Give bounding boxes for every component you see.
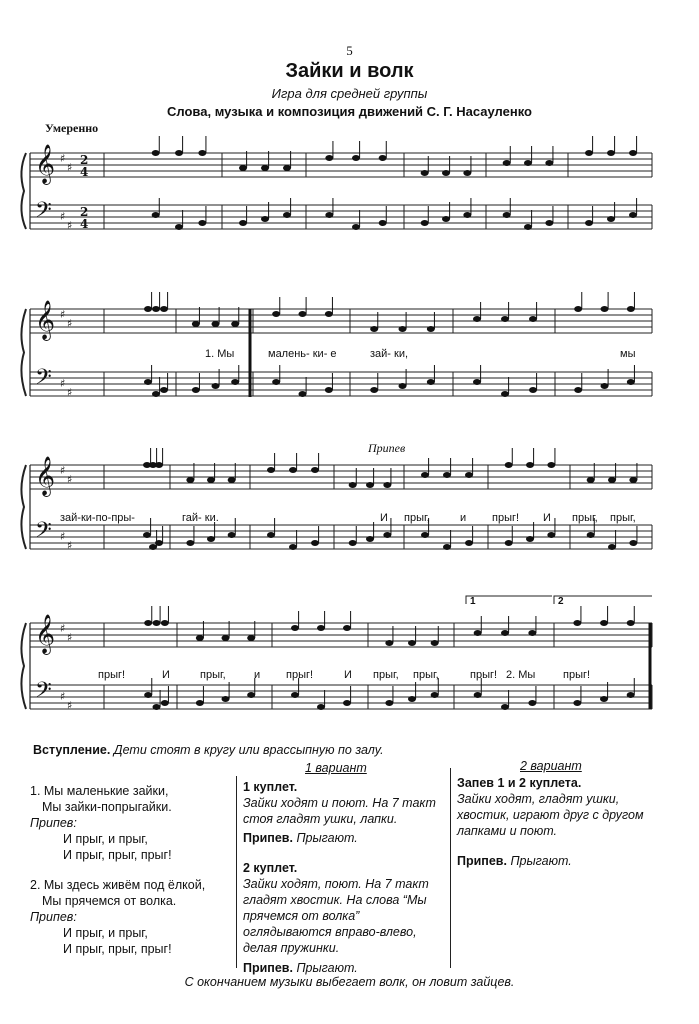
footer-note: С окончанием музыки выбегает волк, он ловит зайцев.: [184, 975, 515, 989]
note-head: [272, 311, 280, 317]
note-head: [153, 620, 161, 626]
note-head: [501, 316, 509, 322]
note-head: [267, 532, 275, 538]
note-head: [629, 150, 637, 156]
note-head: [212, 321, 220, 327]
note-head: [343, 700, 351, 706]
lyric: малень- ки- е: [268, 348, 337, 360]
sharp-sign: ♯: [60, 530, 66, 543]
intro-label: Вступление.: [33, 743, 111, 757]
lyric: прыг,: [572, 512, 598, 524]
note-head: [160, 306, 168, 312]
bass-clef: 𝄢: [35, 518, 52, 548]
note-head: [627, 379, 635, 385]
brace: [21, 309, 26, 396]
note-head: [443, 544, 451, 550]
lyric: и: [254, 669, 261, 681]
lyric: прыг,: [373, 669, 399, 681]
note-head: [379, 220, 387, 226]
lyric: прыг,: [413, 669, 439, 681]
note-head: [311, 467, 319, 473]
note-head: [267, 467, 275, 473]
note-head: [528, 630, 536, 636]
bass-clef: 𝄢: [35, 198, 52, 228]
note-head: [370, 387, 378, 393]
volta-2: 2: [558, 596, 564, 607]
note-head: [231, 321, 239, 327]
couplet2-text: Зайки ходят, поют. На 7 такт гладят хвостик. На слова “Мы прячемся от волка” оглядываются вправо-влево, делая пружинки.: [243, 877, 429, 955]
volta-1: 1: [470, 596, 476, 607]
note-head: [529, 387, 537, 393]
note-head: [207, 477, 215, 483]
note-head: [474, 692, 482, 698]
note-head: [383, 482, 391, 488]
note-head: [317, 704, 325, 710]
credits: Слова, музыка и композиция движений С. Г. Насауленко: [167, 104, 532, 119]
note-head: [473, 379, 481, 385]
column-divider: [450, 768, 451, 968]
chorus1-text: Прыгают.: [296, 831, 358, 845]
note-head: [325, 311, 333, 317]
note-head: [153, 704, 161, 710]
note-head: [383, 532, 391, 538]
note-head: [325, 387, 333, 393]
chorus1-label: Припев.: [243, 831, 293, 845]
sharp-sign: ♯: [67, 539, 73, 552]
note-head: [239, 220, 247, 226]
note-head: [574, 387, 582, 393]
note-head: [585, 150, 593, 156]
note-head: [289, 467, 297, 473]
note-head: [152, 391, 160, 397]
note-head: [155, 540, 163, 546]
note-head: [431, 640, 439, 646]
treble-clef: 𝄞: [35, 144, 56, 184]
sharp-sign: ♯: [67, 631, 73, 644]
note-head: [501, 630, 509, 636]
note-head: [291, 692, 299, 698]
note-head: [228, 532, 236, 538]
note-head: [431, 692, 439, 698]
bass-clef: 𝄢: [35, 365, 52, 395]
note-head: [629, 212, 637, 218]
note-head: [545, 220, 553, 226]
note-head: [587, 532, 595, 538]
note-head: [192, 321, 200, 327]
note-head: [474, 630, 482, 636]
note-head: [152, 150, 160, 156]
note-head: [212, 383, 220, 389]
note-head: [574, 306, 582, 312]
note-head: [352, 155, 360, 161]
chorus-line: И прыг, прыг, прыг!: [63, 942, 172, 956]
verse1-line: 1. Мы маленькие зайки,: [30, 784, 169, 798]
note-head: [247, 692, 255, 698]
note-head: [325, 155, 333, 161]
chorus-line: И прыг, и прыг,: [63, 926, 148, 940]
lyric: зай-ки-по-пры-: [60, 512, 135, 524]
note-head: [261, 216, 269, 222]
note-head: [607, 216, 615, 222]
sharp-sign: ♯: [60, 152, 66, 165]
chorus-label: Припев:: [30, 816, 77, 830]
sharp-sign: ♯: [67, 699, 73, 712]
note-head: [222, 696, 230, 702]
lyrics-text: [30, 783, 235, 957]
couplet2-label: 2 куплет.: [243, 861, 298, 875]
note-head: [408, 696, 416, 702]
column-divider: [236, 776, 237, 968]
lyric: мы: [620, 348, 636, 360]
treble-clef: 𝄞: [35, 456, 56, 496]
lyric: зай- ки,: [370, 348, 409, 360]
note-head: [175, 224, 183, 230]
note-head: [608, 477, 616, 483]
intro-text: Дети стоят в кругу или врассыпную по залу.: [113, 743, 384, 757]
lyric: прыг!: [470, 669, 498, 681]
note-head: [317, 625, 325, 631]
note-head: [501, 391, 509, 397]
note-head: [524, 160, 532, 166]
note-head: [299, 311, 307, 317]
brace: [21, 623, 26, 709]
note-head: [505, 540, 513, 546]
sharp-sign: ♯: [67, 219, 73, 232]
note-head: [231, 379, 239, 385]
note-head: [629, 477, 637, 483]
sharp-sign: ♯: [60, 210, 66, 223]
intro-line: [33, 742, 384, 758]
note-head: [585, 220, 593, 226]
note-head: [528, 700, 536, 706]
chorus-text: Прыгают.: [510, 854, 572, 868]
bass-clef: 𝄢: [35, 678, 52, 708]
note-head: [144, 379, 152, 385]
note-head: [192, 387, 200, 393]
note-head: [207, 536, 215, 542]
sharp-sign: ♯: [60, 464, 66, 477]
sharp-sign: ♯: [60, 377, 66, 390]
note-head: [196, 635, 204, 641]
note-head: [463, 170, 471, 176]
note-head: [465, 472, 473, 478]
chorus2-text: Прыгают.: [296, 961, 358, 975]
note-head: [421, 220, 429, 226]
note-head: [629, 540, 637, 546]
subtitle: Игра для средней группы: [271, 86, 428, 101]
page-title: Зайки и волк: [285, 60, 414, 82]
lyric: прыг,: [200, 669, 226, 681]
note-head: [573, 620, 581, 626]
note-head: [627, 620, 635, 626]
note-head: [144, 692, 152, 698]
chorus-line: И прыг, прыг, прыг!: [63, 848, 172, 862]
lyric: прыг!: [286, 669, 314, 681]
sharp-sign: ♯: [60, 308, 66, 321]
variant2-block: [457, 775, 672, 869]
note-head: [143, 532, 151, 538]
note-head: [283, 165, 291, 171]
time-signature: 4: [80, 165, 89, 179]
lyric: 2. Мы: [506, 669, 536, 681]
variant2-heading: 2 вариант: [520, 759, 582, 773]
note-head: [152, 212, 160, 218]
verse1-line: Мы зайки-попрыгайки.: [42, 800, 172, 814]
volta-bracket: [466, 596, 552, 604]
note-head: [607, 150, 615, 156]
note-head: [573, 700, 581, 706]
chorus-label: Припев.: [457, 854, 507, 868]
note-head: [311, 540, 319, 546]
note-head: [175, 150, 183, 156]
lyric: прыг!: [98, 669, 126, 681]
note-head: [161, 620, 169, 626]
note-head: [261, 165, 269, 171]
note-head: [144, 620, 152, 626]
note-head: [503, 160, 511, 166]
note-head: [222, 635, 230, 641]
note-head: [155, 462, 163, 468]
lyric: И: [344, 669, 352, 681]
note-head: [547, 532, 555, 538]
note-head: [421, 472, 429, 478]
note-head: [545, 160, 553, 166]
note-head: [465, 540, 473, 546]
note-head: [272, 379, 280, 385]
note-head: [198, 220, 206, 226]
note-head: [349, 482, 357, 488]
note-head: [366, 482, 374, 488]
treble-clef: 𝄞: [35, 614, 56, 654]
note-head: [283, 212, 291, 218]
lyric: и: [460, 512, 467, 524]
lyric: прыг,: [404, 512, 430, 524]
brace: [21, 153, 26, 229]
note-head: [196, 700, 204, 706]
verse2-line: Мы прячемся от волка.: [42, 894, 177, 908]
chorus2-label: Припев.: [243, 961, 293, 975]
note-head: [289, 544, 297, 550]
note-head: [366, 536, 374, 542]
couplet1-label: 1 куплет.: [243, 780, 298, 794]
note-head: [529, 316, 537, 322]
verse2-line: 2. Мы здесь живём под ёлкой,: [30, 878, 206, 892]
sharp-sign: ♯: [60, 622, 66, 635]
note-head: [463, 212, 471, 218]
lyric: 1. Мы: [205, 348, 235, 360]
note-head: [608, 544, 616, 550]
volta-bracket: [554, 596, 652, 604]
note-head: [526, 462, 534, 468]
note-head: [349, 540, 357, 546]
note-head: [601, 383, 609, 389]
sharp-sign: ♯: [67, 386, 73, 399]
note-head: [291, 625, 299, 631]
lyric: И: [543, 512, 551, 524]
tempo-marking: Умеренно: [45, 121, 99, 135]
treble-clef: 𝄞: [35, 300, 56, 340]
note-head: [343, 625, 351, 631]
lead-label: Запев 1 и 2 куплета.: [457, 776, 582, 790]
note-head: [526, 536, 534, 542]
note-head: [427, 326, 435, 332]
note-head: [247, 635, 255, 641]
chorus-label: Припев:: [30, 910, 77, 924]
note-head: [421, 532, 429, 538]
time-signature: 4: [80, 217, 89, 231]
time-signature: 2: [80, 205, 89, 219]
lyric: прыг,: [610, 512, 636, 524]
lyric: прыг!: [492, 512, 520, 524]
note-head: [385, 640, 393, 646]
note-head: [186, 477, 194, 483]
note-head: [627, 306, 635, 312]
note-head: [503, 212, 511, 218]
note-head: [443, 472, 451, 478]
chorus-marking: Припев: [368, 441, 406, 455]
lyric: прыг!: [563, 669, 591, 681]
note-head: [379, 155, 387, 161]
sharp-sign: ♯: [67, 473, 73, 486]
variant1-block: [243, 779, 443, 976]
couplet1-text: Зайки ходят и поют. На 7 такт стоя гладят ушки, лапки.: [243, 796, 436, 826]
lyric: гай- ки.: [182, 512, 219, 524]
page-number: 5: [346, 43, 353, 58]
note-head: [587, 477, 595, 483]
note-head: [325, 212, 333, 218]
note-head: [228, 477, 236, 483]
lead-text: Зайки ходят, гладят ушки, хвостик, играют друг с другом лапками и поют.: [457, 792, 644, 838]
note-head: [600, 696, 608, 702]
sharp-sign: ♯: [67, 161, 73, 174]
sharp-sign: ♯: [67, 317, 73, 330]
note-head: [144, 306, 152, 312]
note-head: [547, 462, 555, 468]
note-head: [385, 700, 393, 706]
note-head: [370, 326, 378, 332]
note-head: [186, 540, 194, 546]
note-head: [152, 306, 160, 312]
note-head: [601, 306, 609, 312]
note-head: [352, 224, 360, 230]
lyric: И: [162, 669, 170, 681]
note-head: [399, 326, 407, 332]
note-head: [408, 640, 416, 646]
chorus-line: И прыг, и прыг,: [63, 832, 148, 846]
note-head: [442, 216, 450, 222]
note-head: [501, 704, 509, 710]
note-head: [627, 692, 635, 698]
note-head: [299, 391, 307, 397]
note-head: [160, 387, 168, 393]
note-head: [442, 170, 450, 176]
note-head: [505, 462, 513, 468]
note-head: [399, 383, 407, 389]
note-head: [427, 379, 435, 385]
variant1-heading: 1 вариант: [305, 761, 367, 775]
lyric: И: [380, 512, 388, 524]
sharp-sign: ♯: [60, 690, 66, 703]
note-head: [198, 150, 206, 156]
time-signature: 2: [80, 153, 89, 167]
note-head: [161, 700, 169, 706]
note-head: [421, 170, 429, 176]
note-head: [473, 316, 481, 322]
note-head: [600, 620, 608, 626]
note-head: [524, 224, 532, 230]
brace: [21, 465, 26, 549]
note-head: [149, 544, 157, 550]
note-head: [239, 165, 247, 171]
